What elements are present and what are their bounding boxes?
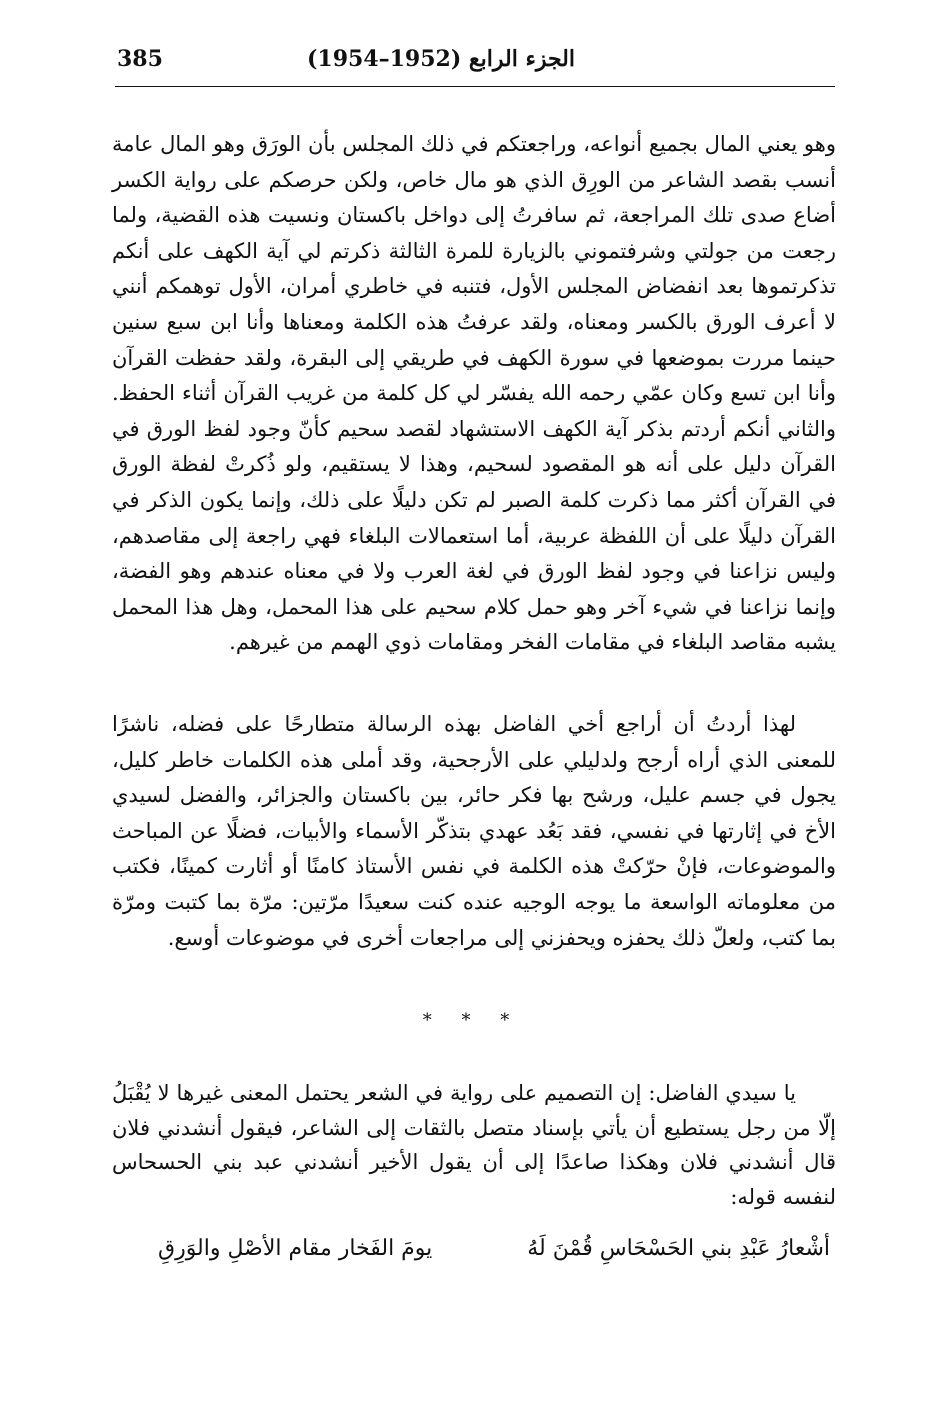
poetry-verse [130, 1236, 830, 1276]
page-number: 385 [117, 46, 163, 72]
header-rule [115, 86, 835, 87]
paragraph-text: وهو يعني المال بجميع أنواعه، وراجعتكم في ذلك المجلس بأن الورَق وهو المال عامة أنسب بقصد الشاعر من الورِق الذي هو مال خاص، ولكن حرصكم على رواية الكسر أضاع صدى تلك المراجعة، ثم سافرتُ إلى دواخل باكستان ونسيت هذه القضية، ولما رجعت من جولتي وشرفتموني بالزيارة للمرة الثالثة ذكرتم لي آية الكهف على أنكم تذكرتموها بعد انفضاض المجلس الأول، فتنبه في خاطري أمران، الأول توهمكم أنني لا أعرف الورق بالكسر ومعناه، ولقد عرفتُ هذه الكلمة ومعناها وأنا ابن سبع سنين حينما مررت بموضعها في سورة الكهف في طريقي إلى البقرة، ولقد حفظت القرآن وأنا ابن تسع وكان عمّي رحمه الله يفسّر لي كل كلمة من غريب القرآن أثناء الحفظ. والثاني أنكم أردتم بذكر آية الكهف الاستشهاد لقصد سحيم كأنّ وجود لفظ الورق في القرآن دليل على أنه هو المقصود لسحيم، وهذا لا يستقيم، ولو ذُكرتْ لفظة الورق في القرآن أكثر مما ذكرت كلمة الصبر لم تكن دليلًا على ذلك، وإنما يكون الذكر في القرآن دليلًا على أن اللفظة عربية، أما استعمالات البلغاء فهي راجعة إلى مقاصدهم، وليس نزاعنا في وجود لفظ الورق في لغة العرب ولا في معناه عندهم وهو الفضة، وإنما نزاعنا في شيء آخر وهو حمل كلام سحيم على هذا المحمل، وهل هذا المحمل يشبه مقاصد البلغاء في مقامات الفخر ومقامات ذوي الهمم من غيرهم. [112, 132, 837, 655]
paragraph-text: يا سيدي الفاضل: إن التصميم على رواية في الشعر يحتمل المعنى غيرها لا يُقْبَلُ إلّا من رجل يستطيع أن يأتي بإسناد متصل بالثقات إلى الشاعر، فيقول أنشدني فلان قال أنشدني فلان وهكذا صاعدًا إلى أن يقول الأخير أنشدني عبد بني الحسحاس لنفسه قوله: [112, 1081, 836, 1209]
paragraph-text: لهذا أردتُ أن أراجع أخي الفاضل بهذه الرسالة متطارحًا على فضله، ناشرًا للمعنى الذي أراه أرجح ولدليلي على الأرجحية، وقد أملى هذه الكلمات خاطر كليل، يجول في جسم عليل، ورشح بها فكر حائر، بين باكستان والجزائر، والفضل لسيدي الأخ في إثارتها في نفسي، فقد بَعُد عهدي بتذكّر الأسماء والأبيات، فضلًا عن المباحث والموضوعات، فإنْ حرّكتْ هذه الكلمة في نفس الأستاذ كامنًا أو أثارت كمينًا، فكتب من معلوماته الواسعة ما يوجه الوجيه عنده كنت سعيدًا مرّتين: مرّة بما كتبت ومرّة بما كتب، ولعلّ ذلك يحفزه ويحفزني إلى مراجعات أخرى في موضوعات أوسع. [112, 712, 836, 950]
section-separator: * * * [422, 1010, 522, 1031]
paragraph-3 [112, 1076, 836, 1214]
page-header [115, 40, 835, 90]
paragraph-1 [112, 127, 836, 661]
verse-first-hemistich: أشْعارُ عَبْدِ بني الحَسْحَاسِ قُمْنَ لَهُ [527, 1236, 830, 1261]
paragraph-2 [112, 707, 836, 956]
verse-second-hemistich: يومَ الفَخار مقام الأصْلِ والوَرِقِ [158, 1236, 433, 1261]
running-head: الجزء الرابع (1952–1954) [306, 46, 575, 72]
